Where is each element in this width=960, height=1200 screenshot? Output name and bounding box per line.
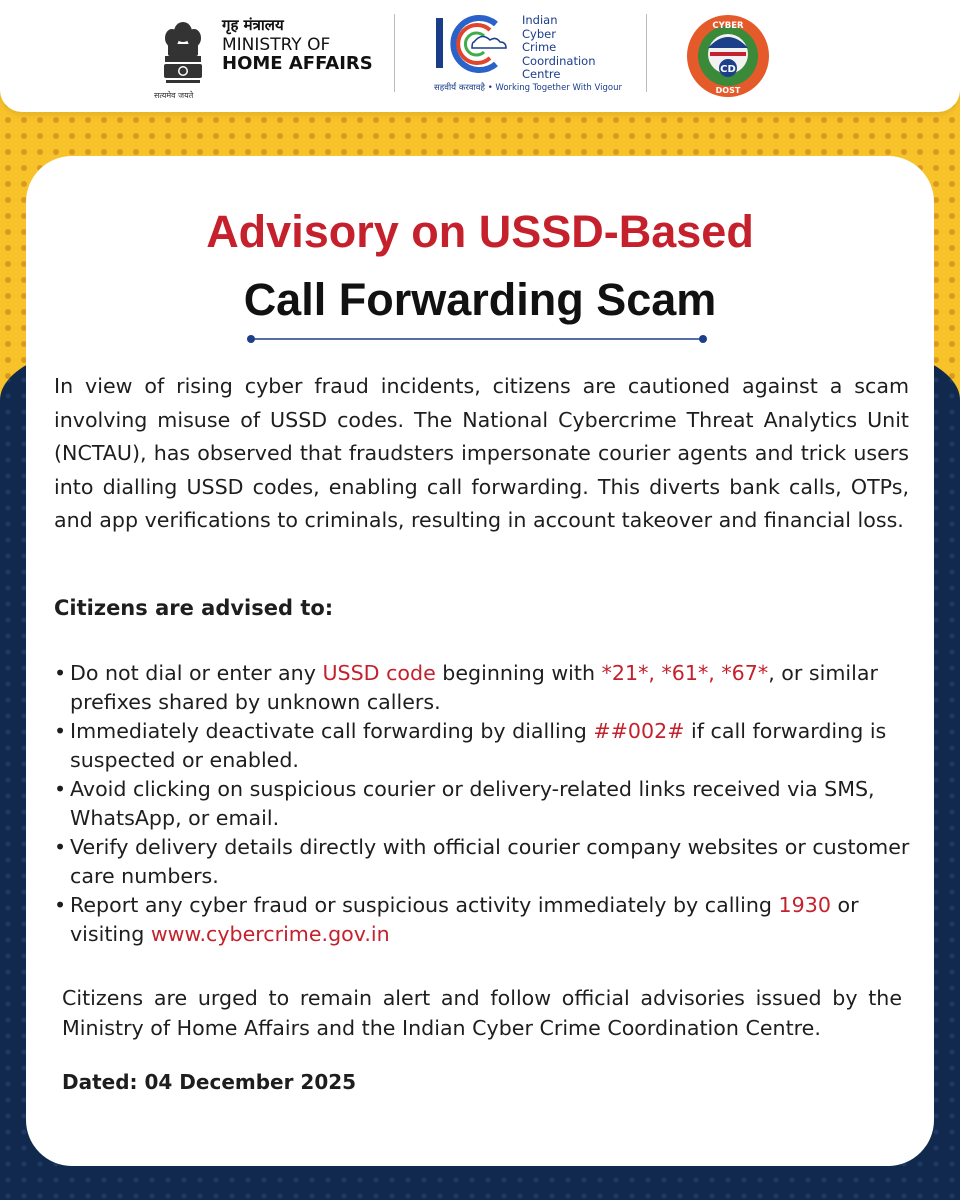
i4c-logo — [434, 12, 624, 100]
highlight-prefixes: *21*, *61*, *67* — [601, 661, 769, 685]
bullet-text: if call forwarding is suspected or enabled. — [70, 719, 887, 772]
highlight-deactivate-code: ##002# — [593, 719, 685, 743]
emblem-motto: सत्यमेव जयते — [154, 91, 194, 100]
dated-line: Dated: 04 December 2025 — [62, 1070, 357, 1094]
bullet-text: beginning with — [435, 661, 602, 685]
closing-paragraph: Citizens are urged to remain alert and follow official advisories issued by the Ministry of Home Affairs and the Indian Cyber Crime Coordination Centre. — [62, 986, 902, 1040]
cybercrime-website-link[interactable]: www.cybercrime.gov.in — [150, 922, 390, 946]
bullet-text: , or similar prefixes shared by unknown callers. — [70, 661, 878, 714]
header-bar — [0, 0, 960, 112]
cyber-dost-badge-text: CD — [720, 64, 736, 75]
title-line2: Call Forwarding Scam — [243, 274, 717, 325]
bullet-text: Verify delivery details directly with official courier company websites or customer care numbers. — [70, 835, 910, 888]
cyber-dost-badge-icon — [686, 14, 770, 98]
list-item — [54, 891, 914, 949]
header-divider — [394, 14, 395, 92]
i4c-mark — [434, 12, 516, 76]
national-emblem-icon — [160, 14, 206, 98]
advised-heading: Citizens are advised to: — [54, 596, 334, 620]
header-divider — [646, 14, 647, 92]
highlight-ussd-code: USSD code — [322, 661, 436, 685]
title-underline-divider — [246, 334, 708, 344]
mha-line1: MINISTRY OF — [222, 34, 331, 55]
list-item — [54, 717, 914, 775]
helpline-number: 1930 — [778, 893, 831, 917]
i4c-word: Cyber — [522, 26, 556, 41]
mha-hindi: गृह मंत्रालय — [222, 16, 284, 34]
advice-list — [54, 659, 914, 949]
i4c-wordmark — [522, 14, 596, 82]
intro-paragraph: In view of rising cyber fraud incidents, citizens are cautioned against a scam involving misuse of USSD codes. The National Cybercrime Threat Analytics Unit (NCTAU), has observed that fraudsters impersonate courier agents and trick users into dialling USSD codes, enabling call forwarding. This diverts bank calls, OTPs, and app verifications to criminals, resulting in account takeover and financial loss. — [54, 374, 909, 532]
bullet-text: Immediately deactivate call forwarding by dialling — [70, 719, 594, 743]
cyber-dost-bottom-text: DOST — [715, 86, 741, 95]
mha-logo — [154, 14, 380, 100]
i4c-word: Coordination — [522, 53, 596, 68]
i4c-circle-icon — [434, 12, 516, 76]
cyber-dost-top-text: CYBER — [712, 21, 744, 31]
i4c-word: Crime — [522, 40, 557, 55]
advisory-card — [26, 156, 934, 1166]
i4c-word: Indian — [522, 13, 558, 27]
list-item — [54, 833, 914, 891]
i4c-tagline: सहवीर्यं करवावहै • Working Together With Vigour — [434, 83, 622, 93]
bullet-text: Do not dial or enter any — [70, 661, 323, 685]
i4c-word: Centre — [522, 67, 561, 82]
mha-line2: HOME AFFAIRS — [222, 52, 373, 74]
bullet-text: or visiting — [70, 893, 859, 946]
bullet-text: Report any cyber fraud or suspicious activity immediately by calling — [70, 893, 779, 917]
list-item — [54, 775, 914, 833]
title-line1: Advisory on USSD-Based — [206, 206, 754, 257]
bullet-text: Avoid clicking on suspicious courier or delivery-related links received via SMS, WhatsApp, or email. — [70, 777, 875, 830]
mha-wordmark — [222, 18, 373, 73]
list-item — [54, 659, 914, 717]
